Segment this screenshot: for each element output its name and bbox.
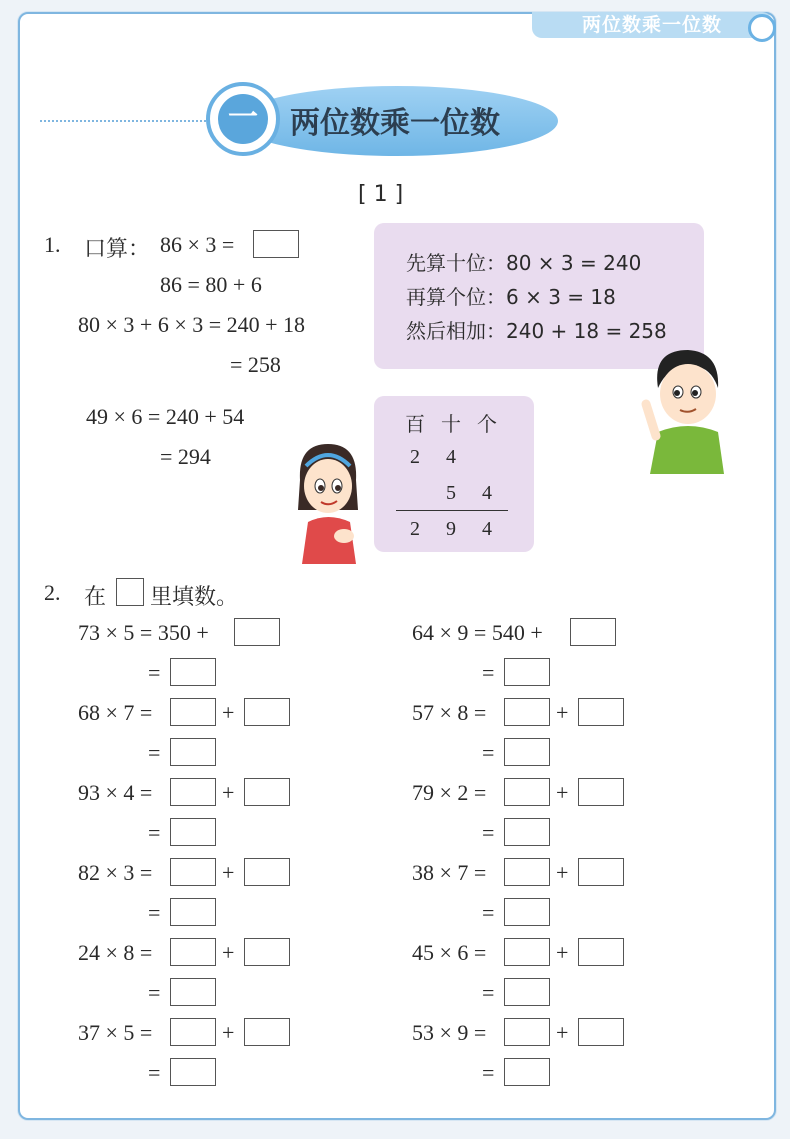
left-answer-1a[interactable] — [234, 618, 280, 646]
right-result-2[interactable] — [504, 738, 550, 766]
right-result-4[interactable] — [504, 898, 550, 926]
right-answer-3b[interactable] — [578, 778, 624, 806]
left-answer-5a[interactable] — [170, 938, 216, 966]
left-eq-2: = — [148, 740, 161, 765]
right-problem-3: 79 × 2 = — [412, 780, 487, 805]
lesson-label: [ 1 ] — [358, 182, 404, 207]
left-answer-5b[interactable] — [244, 938, 290, 966]
right-answer-6b[interactable] — [578, 1018, 624, 1046]
right-eq-1: = — [482, 660, 495, 685]
right-problem-2: 57 × 8 = — [412, 700, 487, 725]
banner-title: 两位数乘一位数 — [290, 106, 500, 141]
place-hundreds: 百 — [405, 412, 425, 436]
right-plus-6: + — [556, 1020, 569, 1045]
right-plus-5: + — [556, 940, 569, 965]
left-eq-5: = — [148, 980, 161, 1005]
left-answer-6b[interactable] — [244, 1018, 290, 1046]
right-problem-4: 38 × 7 = — [412, 860, 487, 885]
left-problem-1: 73 × 5 = 350 + — [78, 620, 209, 645]
q2-sample-box — [116, 578, 144, 606]
right-answer-5a[interactable] — [504, 938, 550, 966]
q2-suffix: 里填数。 — [150, 585, 239, 610]
girl-illustration — [292, 440, 364, 564]
left-answer-2b[interactable] — [244, 698, 290, 726]
right-eq-5: = — [482, 980, 495, 1005]
right-plus-2: + — [556, 700, 569, 725]
left-result-6[interactable] — [170, 1058, 216, 1086]
right-result-1[interactable] — [504, 658, 550, 686]
sum-tens: 9 — [446, 518, 456, 540]
left-plus-5: + — [222, 940, 235, 965]
right-problem-1: 64 × 9 = 540 + — [412, 620, 543, 645]
q1-line-3: 80 × 3 + 6 × 3 = 240 + 18 — [78, 312, 306, 337]
right-eq-6: = — [482, 1060, 495, 1085]
place-ones: 个 — [477, 412, 497, 436]
right-problem-5: 45 × 6 = — [412, 940, 487, 965]
left-answer-3b[interactable] — [244, 778, 290, 806]
right-eq-2: = — [482, 740, 495, 765]
left-result-3[interactable] — [170, 818, 216, 846]
right-plus-3: + — [556, 780, 569, 805]
right-answer-6a[interactable] — [504, 1018, 550, 1046]
left-problem-5: 24 × 8 = — [78, 940, 153, 965]
right-answer-1a[interactable] — [570, 618, 616, 646]
sum-ones: 4 — [482, 518, 492, 540]
left-plus-6: + — [222, 1020, 235, 1045]
corner-circle-icon — [748, 14, 776, 42]
right-answer-2a[interactable] — [504, 698, 550, 726]
left-answer-3a[interactable] — [170, 778, 216, 806]
left-result-5[interactable] — [170, 978, 216, 1006]
row2-ones-digit: 4 — [482, 482, 492, 504]
right-result-6[interactable] — [504, 1058, 550, 1086]
q1-number: 1. — [44, 232, 61, 257]
place-tens: 十 — [441, 412, 461, 436]
left-plus-2: + — [222, 700, 235, 725]
left-eq-4: = — [148, 900, 161, 925]
right-plus-4: + — [556, 860, 569, 885]
sum-hundreds: 2 — [410, 518, 420, 540]
left-problem-2: 68 × 7 = — [78, 700, 153, 725]
boy-illustration — [640, 344, 726, 474]
left-problem-6: 37 × 5 = — [78, 1020, 153, 1045]
q2-prefix: 在 — [84, 585, 107, 610]
left-result-1[interactable] — [170, 658, 216, 686]
right-problem-6: 53 × 9 = — [412, 1020, 487, 1045]
corner-tab: 两位数乘一位数 — [532, 12, 772, 38]
section-banner — [206, 82, 558, 160]
left-eq-3: = — [148, 820, 161, 845]
left-eq-1: = — [148, 660, 161, 685]
right-answer-3a[interactable] — [504, 778, 550, 806]
banner-number: 一 — [218, 94, 268, 144]
q1-line-5: 49 × 6 = 240 + 54 — [86, 404, 245, 429]
note-line-2: 再算个位：6 × 3 = 18 — [406, 285, 616, 309]
vertical-calculation — [374, 396, 534, 552]
left-answer-4b[interactable] — [244, 858, 290, 886]
q1-answer-box[interactable] — [253, 230, 299, 258]
row1-tens-digit: 2 — [410, 446, 420, 468]
note-line-3: 然后相加：240 + 18 = 258 — [406, 319, 667, 343]
banner-number-badge — [206, 82, 280, 156]
q1-label: 口算： — [84, 237, 151, 262]
note-line-1: 先算十位：80 × 3 = 240 — [406, 251, 642, 275]
dotted-divider — [40, 120, 230, 122]
q2-number: 2. — [44, 580, 61, 605]
q1-line-1: 86 × 3 = — [160, 232, 235, 257]
right-eq-4: = — [482, 900, 495, 925]
q1-line-2: 86 = 80 + 6 — [160, 272, 262, 297]
right-answer-2b[interactable] — [578, 698, 624, 726]
sum-rule — [396, 510, 508, 511]
left-result-2[interactable] — [170, 738, 216, 766]
left-answer-4a[interactable] — [170, 858, 216, 886]
left-plus-4: + — [222, 860, 235, 885]
q1-line-4: = 258 — [230, 352, 281, 377]
right-answer-4b[interactable] — [578, 858, 624, 886]
left-answer-2a[interactable] — [170, 698, 216, 726]
row1-ones-digit: 4 — [446, 446, 456, 468]
right-answer-4a[interactable] — [504, 858, 550, 886]
left-problem-3: 93 × 4 = — [78, 780, 153, 805]
right-answer-5b[interactable] — [578, 938, 624, 966]
row2-tens-digit: 5 — [446, 482, 456, 504]
right-result-5[interactable] — [504, 978, 550, 1006]
right-eq-3: = — [482, 820, 495, 845]
right-result-3[interactable] — [504, 818, 550, 846]
left-answer-6a[interactable] — [170, 1018, 216, 1046]
q1-line-6: = 294 — [160, 444, 211, 469]
left-result-4[interactable] — [170, 898, 216, 926]
left-plus-3: + — [222, 780, 235, 805]
left-problem-4: 82 × 3 = — [78, 860, 153, 885]
left-eq-6: = — [148, 1060, 161, 1085]
